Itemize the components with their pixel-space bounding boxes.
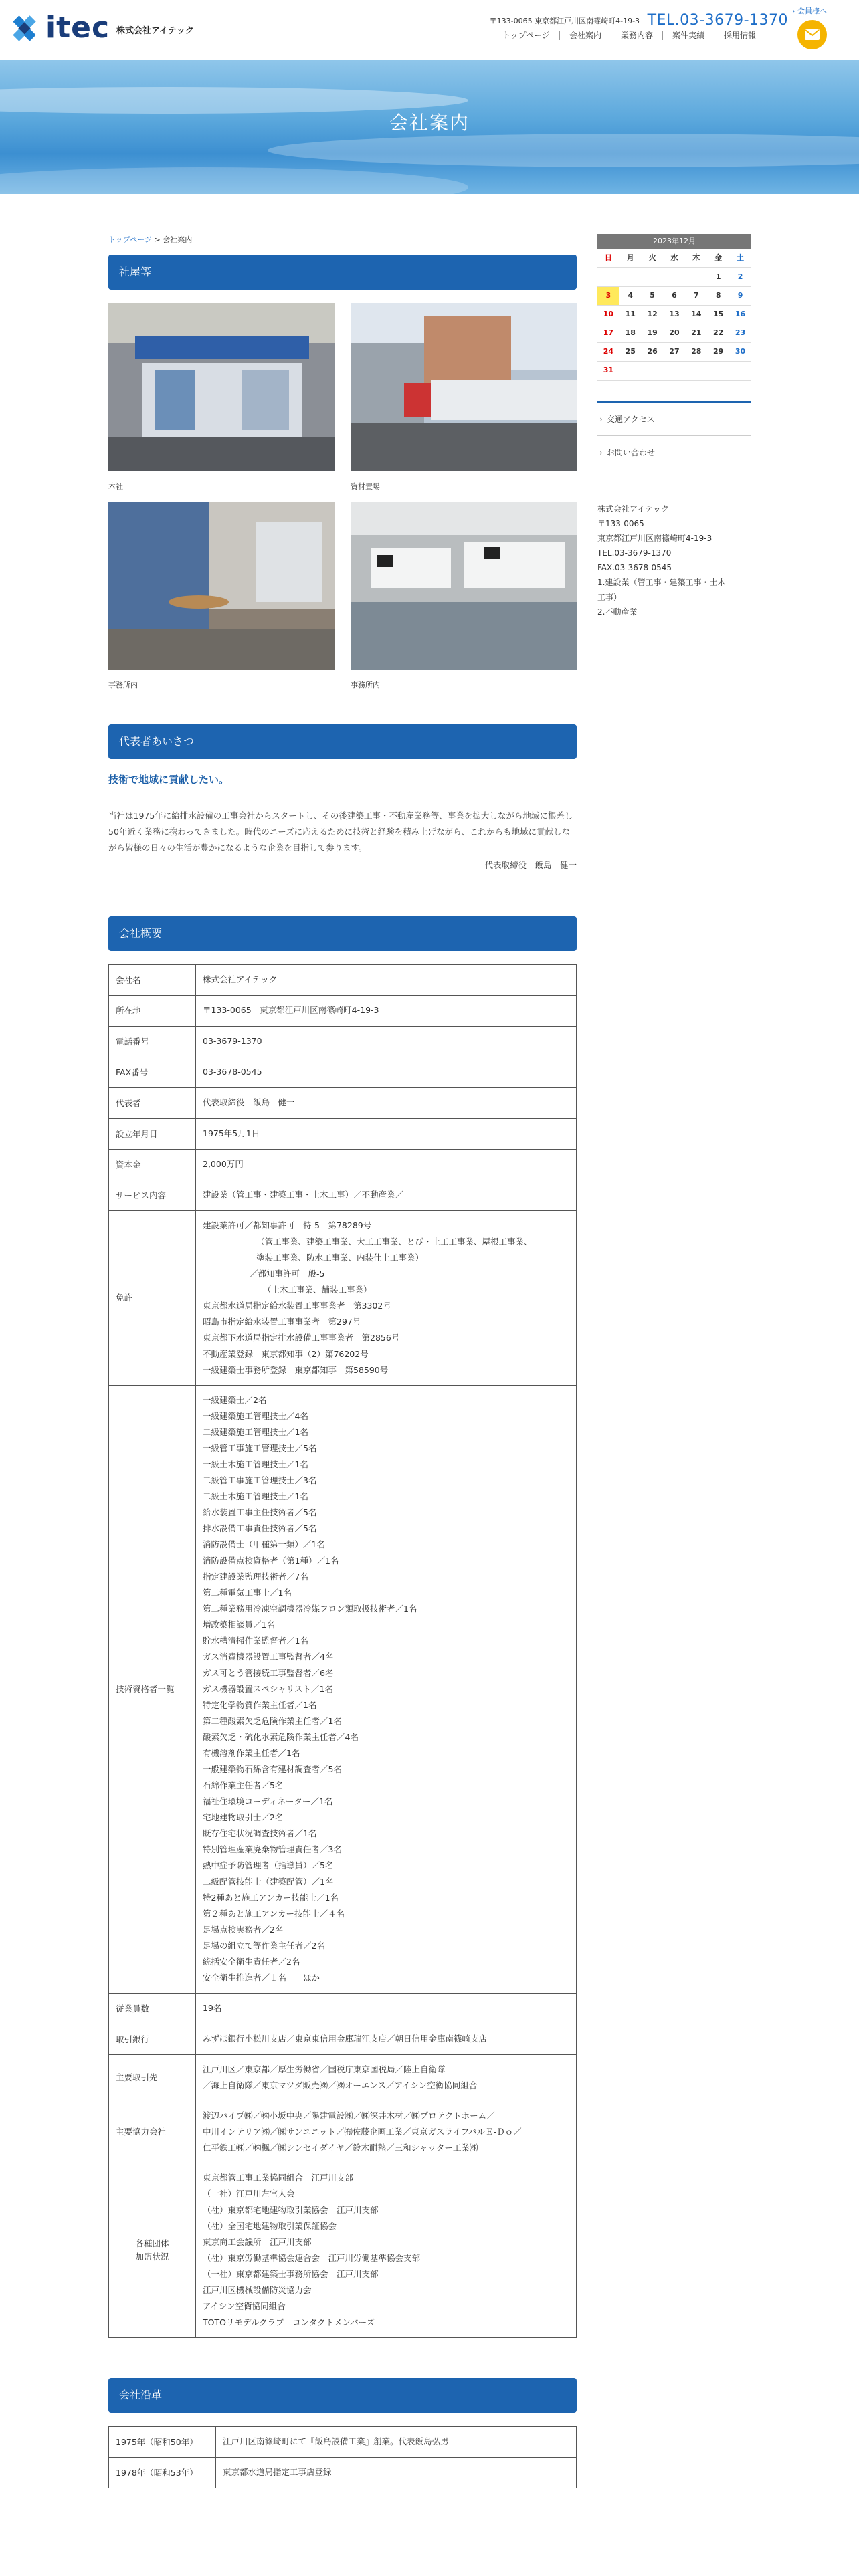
calendar-day[interactable]: 25 xyxy=(619,342,642,361)
qualification-line: 指定建設業監理技術者／7名 xyxy=(203,1571,308,1582)
table-row xyxy=(109,1210,577,1385)
qualification-line: 特定化学物質作業主任者／1名 xyxy=(203,1699,317,1710)
sidebar-info-line: TEL.03-3679-1370 xyxy=(597,548,672,558)
calendar-day xyxy=(729,361,751,380)
calendar-day xyxy=(685,361,707,380)
calendar-title: 2023年12月 xyxy=(597,234,751,249)
photo-item xyxy=(108,502,335,691)
qualification-line: 二級建築施工管理技士／1名 xyxy=(203,1426,308,1437)
row-value xyxy=(196,2024,577,2054)
sidebar-info-line: 工事） xyxy=(597,592,622,602)
table-row xyxy=(109,2054,577,2101)
calendar-day xyxy=(619,267,642,286)
calendar-weekday: 火 xyxy=(642,249,664,267)
sidebar-info-line: 〒133-0065 xyxy=(597,518,644,528)
calendar-day[interactable]: 19 xyxy=(642,324,664,342)
table-row xyxy=(109,1026,577,1057)
header-contact xyxy=(490,9,788,32)
row-value: 2,000万円 xyxy=(196,1149,577,1180)
association-line: （社）全国宅地建物取引業保証協会 xyxy=(203,2220,337,2231)
qualification-line: 特別管理産業廃棄物管理責任者／3名 xyxy=(203,1844,342,1854)
row-label: 従業員数 xyxy=(109,1993,196,2024)
calendar-day[interactable]: 27 xyxy=(664,342,686,361)
row-label: FAX番号 xyxy=(109,1057,196,1087)
row-label: サービス内容 xyxy=(109,1180,196,1210)
calendar-week xyxy=(597,305,751,324)
qualification-line: 一級建築士／2名 xyxy=(203,1394,267,1405)
breadcrumb xyxy=(108,234,577,245)
qualification-line: ガス可とう管接続工事監督者／6名 xyxy=(203,1667,334,1678)
qualification-line: 有機溶剤作業主任者／1名 xyxy=(203,1747,300,1758)
calendar-day[interactable]: 3 xyxy=(597,286,619,305)
greeting-lead: 技術で地域に貢献したい。 xyxy=(108,774,229,786)
qualification-line: 二級土木施工管理技士／1名 xyxy=(203,1491,308,1501)
calendar-day[interactable]: 20 xyxy=(664,324,686,342)
storefront-photo xyxy=(108,303,335,471)
company-history-table xyxy=(108,2426,577,2488)
member-link[interactable]: › 会員様へ xyxy=(792,7,827,15)
table-row xyxy=(109,1385,577,1993)
calendar-day xyxy=(664,267,686,286)
calendar-day[interactable]: 12 xyxy=(642,305,664,324)
table-row xyxy=(109,2163,577,2337)
row-label: 資本金 xyxy=(109,1149,196,1180)
calendar-week xyxy=(597,267,751,286)
qualification-line: 福祉住環境コーディネーター／1名 xyxy=(203,1796,333,1806)
qualification-line: 熱中症予防管理者（指導員）／5名 xyxy=(203,1860,334,1870)
nav-recruit[interactable]: 採用情報 xyxy=(723,31,756,40)
row-label: 技術資格者一覧 xyxy=(109,1385,196,1993)
table-row xyxy=(109,2024,577,2054)
calendar-day[interactable]: 8 xyxy=(707,286,729,305)
license-list xyxy=(203,1211,569,1385)
member-link-label: 会員様へ xyxy=(797,7,827,15)
nav-services[interactable]: 業務内容 xyxy=(611,31,663,40)
calendar-day[interactable]: 10 xyxy=(597,305,619,324)
association-line: TOTOリモデルクラブ コンタクトメンバーズ xyxy=(203,2317,375,2327)
row-label xyxy=(109,2163,196,2337)
breadcrumb-home[interactable]: トップページ xyxy=(108,235,153,244)
value-line: 江戸川区／東京都／厚生労働省／国税庁東京国税局／陸上自衛隊 xyxy=(203,2064,446,2074)
qualification-line: 既存住宅状況調査技術者／1名 xyxy=(203,1828,317,1838)
calendar-day xyxy=(619,361,642,380)
value-lines xyxy=(203,2031,569,2047)
greeting-signer: 代表取締役 飯島 健一 xyxy=(484,860,577,871)
history-year: 1975年（昭和50年） xyxy=(109,2426,216,2457)
table-row xyxy=(109,1118,577,1149)
value-line: みずほ銀行小松川支店／東京東信用金庫瑞江支店／朝日信用金庫南篠崎支店 xyxy=(203,2034,488,2044)
value-lines xyxy=(203,2000,569,2016)
table-row xyxy=(109,2101,577,2163)
association-list xyxy=(203,2163,569,2337)
section-heading-history: 会社沿革 xyxy=(108,2378,577,2413)
calendar-weekday: 土 xyxy=(729,249,751,267)
table-row xyxy=(109,1057,577,1087)
history-row xyxy=(109,2426,577,2457)
row-value: 〒133-0065 東京都江戸川区南篠崎町4-19-3 xyxy=(196,995,577,1026)
calendar-day[interactable]: 13 xyxy=(664,305,686,324)
calendar-day[interactable]: 5 xyxy=(642,286,664,305)
history-row xyxy=(109,2457,577,2488)
row-value xyxy=(196,2163,577,2337)
sidebar-info-line: 2.不動産業 xyxy=(597,607,638,617)
qualification-line: 一級建築施工管理技士／4名 xyxy=(203,1410,308,1421)
qualification-list xyxy=(203,1386,569,1993)
calendar-day[interactable]: 7 xyxy=(685,286,707,305)
qualification-line: 貯水槽清掃作業監督者／1名 xyxy=(203,1635,308,1646)
calendar-day[interactable]: 31 xyxy=(597,361,619,380)
warehouse-photo xyxy=(351,303,577,471)
calendar-weekday: 水 xyxy=(664,249,686,267)
calendar-weekday: 金 xyxy=(707,249,729,267)
qualification-line: 統括安全衛生責任者／2名 xyxy=(203,1956,300,1967)
greeting-body: 当社は1975年に給排水設備の工事会社からスタートし、その後建築工事・不動産業務等、事業を拡大しながら地域に根差し50年近く業務に携わってきました。時代のニーズに応えるために技術と経験を積み上げながら、これからも地域に貢献しながら皆様の日々の生活が豊かになるような企業を目指して参ります。 xyxy=(108,811,573,853)
row-label: 代表者 xyxy=(109,1087,196,1118)
calendar-day xyxy=(707,361,729,380)
nav-company[interactable]: 会社案内 xyxy=(560,31,611,40)
qualification-line: 消防設備士（甲種第一類）／1名 xyxy=(203,1539,325,1549)
nav-works[interactable]: 案件実績 xyxy=(663,31,714,40)
license-line: （土木工事業、舗装工事業） xyxy=(263,1284,372,1295)
calendar-day[interactable]: 21 xyxy=(685,324,707,342)
value-line: 中川インテリア㈱／㈱サンユニット／㈲佐藤企画工業／東京ガスライフバルＥ-Ｄｏ／ xyxy=(203,2126,522,2137)
page-title: 会社案内 xyxy=(389,112,470,134)
sidebar-info-line: FAX.03-3678-0545 xyxy=(597,562,672,572)
table-row xyxy=(109,1180,577,1210)
row-value xyxy=(196,2054,577,2101)
calendar-day[interactable]: 14 xyxy=(685,305,707,324)
license-line: 東京都下水道局指定排水設備工事事業者 第2856号 xyxy=(203,1332,400,1343)
sidebar-link-access[interactable]: › 交通アクセス xyxy=(597,403,751,436)
value-lines xyxy=(203,2101,569,2163)
association-line: （社）東京都宅地建物取引業協会 江戸川支部 xyxy=(203,2204,379,2215)
section-heading-greeting: 代表者あいさつ xyxy=(108,724,577,759)
history-event: 江戸川区南篠崎町にて『飯島設備工業』創業。代表飯島弘男 xyxy=(216,2426,577,2457)
qualification-line: 一般建築物石綿含有建材調査者／5名 xyxy=(203,1763,342,1774)
table-row xyxy=(109,995,577,1026)
license-line: 一級建築士事務所登録 東京都知事 第58590号 xyxy=(203,1364,389,1375)
hero-banner xyxy=(0,60,859,194)
row-value xyxy=(196,1385,577,1993)
sidebar xyxy=(597,234,751,619)
calendar-day xyxy=(597,267,619,286)
section-heading-facilities: 社屋等 xyxy=(108,255,577,290)
qualification-line: 安全衛生推進者／１名 ほか xyxy=(203,1972,320,1983)
license-line: 塗装工事業、防水工事業、内装仕上工事業） xyxy=(256,1252,424,1263)
value-line: 渡辺パイプ㈱／㈱小坂中央／陽建電設㈱／㈱深井木材／㈱プロテクトホーム／ xyxy=(203,2110,495,2121)
history-year: 1978年（昭和53年） xyxy=(109,2457,216,2488)
calendar-day[interactable]: 24 xyxy=(597,342,619,361)
photo-caption: 事務所内 xyxy=(108,681,138,690)
sidebar-links xyxy=(597,401,751,469)
association-line: アイシン空衛協同組合 xyxy=(203,2300,286,2311)
main-content xyxy=(108,234,577,2529)
sidebar-info-line: 東京都江戸川区南篠崎町4-19-3 xyxy=(597,533,712,543)
qualification-line: 二級管工事施工管理技士／3名 xyxy=(203,1475,317,1485)
table-row xyxy=(109,1993,577,2024)
calendar-day[interactable]: 11 xyxy=(619,305,642,324)
license-line: ／都知事許可 般-5 xyxy=(250,1268,325,1279)
calendar-week xyxy=(597,361,751,380)
value-line: 19名 xyxy=(203,2003,222,2014)
calendar-day[interactable]: 9 xyxy=(729,286,751,305)
license-line: （管工事業、建築工事業、大工工事業、とび・土工工事業、屋根工事業、 xyxy=(256,1236,533,1247)
qualification-line: 給水装置工事主任技術者／5名 xyxy=(203,1507,317,1517)
qualification-line: ガス消費機器設置工事監督者／4名 xyxy=(203,1651,334,1662)
qualification-line: 宅地建物取引士／2名 xyxy=(203,1812,284,1822)
row-label-line: 加盟状況 xyxy=(135,2251,169,2262)
qualification-line: 第２種あと施工アンカー技能士／４名 xyxy=(203,1908,345,1919)
qualification-line: 排水設備工事責任技術者／5名 xyxy=(203,1523,317,1533)
association-line: （一社）東京都建築士事務所協会 江戸川支部 xyxy=(203,2268,379,2279)
calendar-day[interactable]: 30 xyxy=(729,342,751,361)
calendar-day[interactable]: 15 xyxy=(707,305,729,324)
license-line: 昭島市指定給水装置工事事業者 第297号 xyxy=(203,1316,361,1327)
value-lines xyxy=(203,2055,569,2101)
license-line: 不動産業登録 東京都知事（2）第76202号 xyxy=(203,1348,369,1359)
business-calendar xyxy=(597,234,751,381)
row-value xyxy=(196,1210,577,1385)
sidebar-link-contact[interactable]: › お問い合わせ xyxy=(597,436,751,469)
association-line: （社）東京労働基準協会連合会 江戸川労働基準協会支部 xyxy=(203,2252,421,2263)
row-value: 1975年5月1日 xyxy=(196,1118,577,1149)
header-address: 〒133-0065 東京都江戸川区南篠崎町4-19-3 xyxy=(489,17,640,25)
calendar-weekday: 月 xyxy=(619,249,642,267)
calendar-week xyxy=(597,324,751,342)
history-event: 東京都水道局指定工事店登録 xyxy=(216,2457,577,2488)
envelope-icon xyxy=(804,29,820,41)
breadcrumb-separator: > xyxy=(152,235,163,244)
facility-photos xyxy=(108,303,577,691)
row-label: 取引銀行 xyxy=(109,2024,196,2054)
mail-button[interactable] xyxy=(797,20,827,49)
office-desks-photo xyxy=(351,502,577,670)
qualification-line: 特2種あと施工アンカー技能士／1名 xyxy=(203,1892,339,1903)
photo-caption: 本社 xyxy=(108,482,123,492)
association-line: 東京商工会議所 江戸川支部 xyxy=(203,2236,312,2247)
row-label: 所在地 xyxy=(109,995,196,1026)
qualification-line: 一級管工事施工管理技士／5名 xyxy=(203,1442,317,1453)
breadcrumb-current: 会社案内 xyxy=(163,235,193,244)
calendar-day[interactable]: 1 xyxy=(707,267,729,286)
logo-diamonds-icon xyxy=(12,15,41,41)
qualification-line: 二級配管技能士（建築配管）／1名 xyxy=(203,1876,334,1887)
row-value xyxy=(196,2101,577,2163)
sidebar-company-info xyxy=(597,502,751,619)
qualification-line: 第二種酸素欠乏危険作業主任者／1名 xyxy=(203,1715,342,1726)
calendar-day[interactable]: 4 xyxy=(619,286,642,305)
calendar-day[interactable]: 26 xyxy=(642,342,664,361)
row-value: 代表取締役 飯島 健一 xyxy=(196,1087,577,1118)
association-line: （一社）江戸川左官人会 xyxy=(203,2188,295,2199)
table-row xyxy=(109,1149,577,1180)
logo-text: itec xyxy=(45,11,110,45)
photo-item xyxy=(351,303,577,492)
global-nav xyxy=(493,31,765,40)
association-line: 東京都管工事工業協同組合 江戸川支部 xyxy=(203,2172,354,2183)
calendar-day[interactable]: 29 xyxy=(707,342,729,361)
qualification-line: 第二種業務用冷凍空調機器冷媒フロン類取扱技術者／1名 xyxy=(203,1603,417,1614)
calendar-weekday: 木 xyxy=(685,249,707,267)
calendar-day[interactable]: 22 xyxy=(707,324,729,342)
site-header xyxy=(0,0,859,60)
calendar-day[interactable]: 16 xyxy=(729,305,751,324)
sidebar-info-line: 株式会社アイテック xyxy=(597,504,669,514)
calendar-day[interactable]: 2 xyxy=(729,267,751,286)
calendar-day[interactable]: 23 xyxy=(729,324,751,342)
row-value xyxy=(196,1993,577,2024)
license-line: 東京都水道局指定給水装置工事事業者 第3302号 xyxy=(203,1300,391,1311)
calendar-day[interactable]: 6 xyxy=(664,286,686,305)
qualification-line: ガス機器設置スペシャリスト／1名 xyxy=(203,1683,333,1694)
photo-item xyxy=(351,502,577,691)
calendar-day xyxy=(642,267,664,286)
license-line: 建設業許可／都知事許可 特-5 第78289号 xyxy=(203,1220,372,1230)
row-label: 設立年月日 xyxy=(109,1118,196,1149)
company-overview-table xyxy=(108,964,577,2338)
qualification-line: 第二種電気工事士／1名 xyxy=(203,1587,292,1598)
nav-top[interactable]: トップページ xyxy=(493,31,560,40)
row-label: 免許 xyxy=(109,1210,196,1385)
site-logo[interactable] xyxy=(12,11,194,45)
calendar-day xyxy=(642,361,664,380)
row-value: 株式会社アイテック xyxy=(196,964,577,995)
calendar-week xyxy=(597,342,751,361)
row-label: 電話番号 xyxy=(109,1026,196,1057)
value-line: ／海上自衛隊／東京マツダ販売㈱／㈱オーエンス／アイシン空衛協同組合 xyxy=(203,2080,478,2090)
qualification-line: 酸素欠乏・硫化水素危険作業主任者／4名 xyxy=(203,1731,359,1742)
table-row xyxy=(109,964,577,995)
calendar-weekday: 日 xyxy=(597,249,619,267)
calendar-day[interactable]: 18 xyxy=(619,324,642,342)
qualification-line: 石綿作業主任者／5名 xyxy=(203,1780,284,1790)
calendar-day xyxy=(685,267,707,286)
qualification-line: 足場点検実務者／2名 xyxy=(203,1924,284,1935)
table-row xyxy=(109,1087,577,1118)
qualification-line: 増改築相談員／1名 xyxy=(203,1619,275,1630)
section-heading-overview: 会社概要 xyxy=(108,916,577,951)
calendar-day[interactable]: 28 xyxy=(685,342,707,361)
calendar-day[interactable]: 17 xyxy=(597,324,619,342)
logo-company-name: 株式会社アイテック xyxy=(116,25,194,36)
row-value: 建設業（管工事・建築工事・土木工事）／不動産業／ xyxy=(196,1180,577,1210)
value-line: 仁平鉄工㈱／㈱楓／㈱シンセイダイヤ／鈴木耐熱／三和シャッター工業㈱ xyxy=(203,2142,478,2153)
sidebar-info-line: 1.建設業（管工事・建築工事・土木 xyxy=(597,577,726,587)
qualification-line: 消防設備点検資格者（第1種）／1名 xyxy=(203,1555,339,1566)
header-tel: TEL.03-3679-1370 xyxy=(647,12,788,29)
qualification-line: 一級土木施工管理技士／1名 xyxy=(203,1459,308,1469)
row-value: 03-3678-0545 xyxy=(196,1057,577,1087)
row-value: 03-3679-1370 xyxy=(196,1026,577,1057)
photo-caption: 事務所内 xyxy=(351,681,380,690)
row-label: 会社名 xyxy=(109,964,196,995)
office-interior-photo xyxy=(108,502,335,670)
qualification-line: 足場の組立て等作業主任者／2名 xyxy=(203,1940,325,1951)
calendar-day xyxy=(664,361,686,380)
photo-item xyxy=(108,303,335,492)
row-label-line: 各種団体 xyxy=(135,2238,169,2249)
association-line: 江戸川区機械設備防災協力会 xyxy=(203,2284,312,2295)
row-label: 主要取引先 xyxy=(109,2054,196,2101)
photo-caption: 資材置場 xyxy=(351,482,380,492)
row-label: 主要協力会社 xyxy=(109,2101,196,2163)
calendar-week xyxy=(597,286,751,305)
